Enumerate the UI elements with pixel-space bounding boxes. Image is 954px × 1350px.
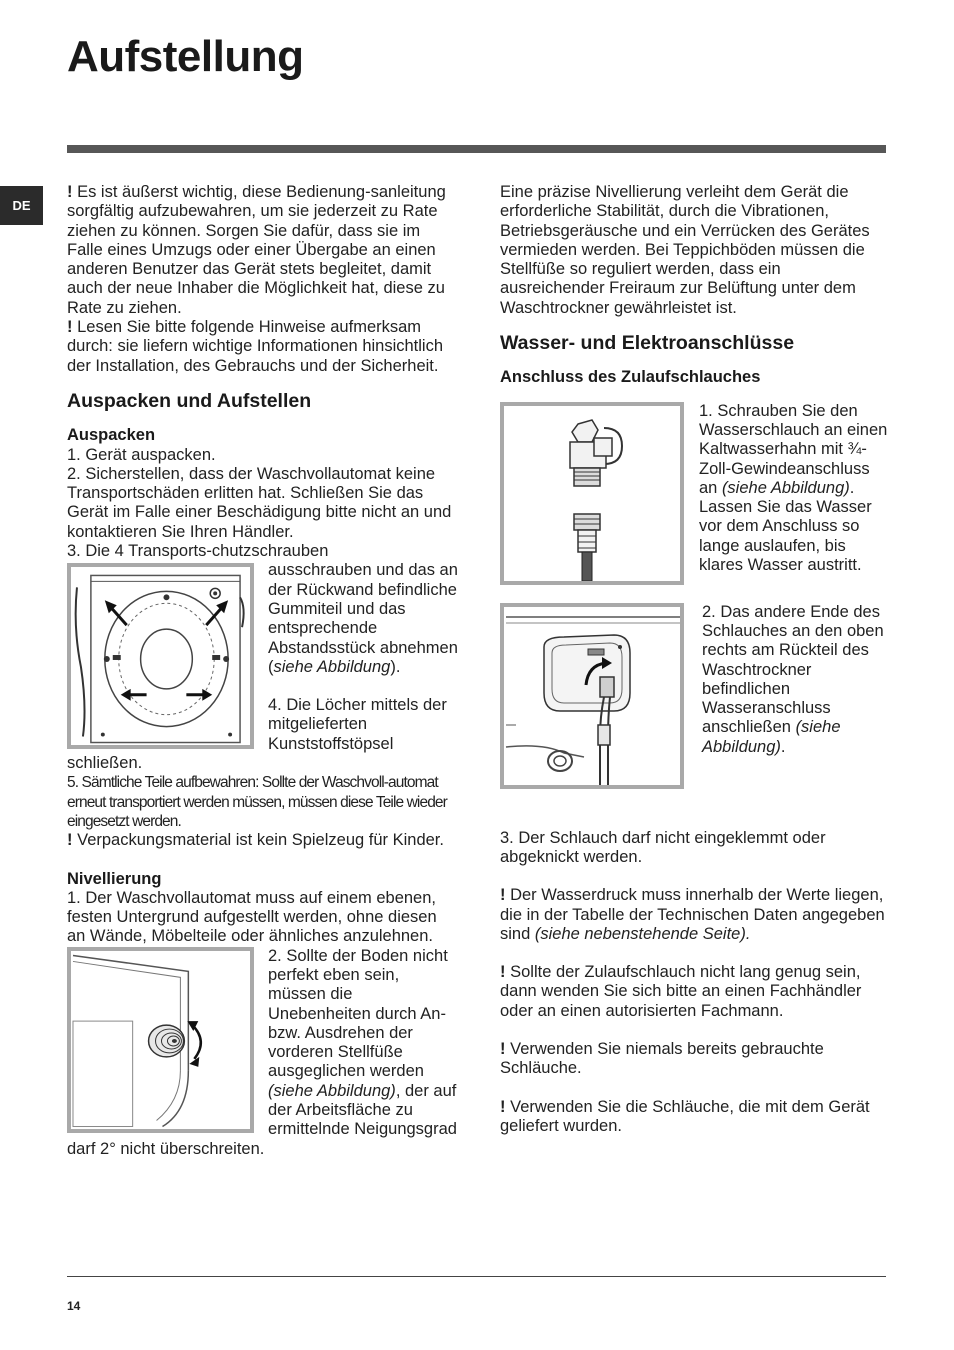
language-tab: DE (0, 186, 43, 225)
hose-step-1: 1. Schrauben Sie den Wasserschlauch an einen Kaltwasserhahn mit ¾-Zoll-Gewindeanschluss an (siehe Abbildung). Lassen Sie das Wasser vor dem Anschluss so lange auslaufen, bis klares Wasser austritt. (699, 401, 888, 575)
warning-mark: ! (67, 183, 73, 201)
warning-mark: ! (67, 831, 73, 850)
pressure-warning: ! Der Wasserdruck muss innerhalb der Werte liegen, die in der Tabelle der Technischen Daten angegeben sind (siehe nebenstehende Seite). (500, 886, 885, 943)
appliance-inlet-figure (500, 603, 684, 789)
packaging-warning: ! Verpackungsmaterial ist kein Spielzeug für Kinder. (67, 831, 444, 850)
unpack-step-3-text: ausschrauben und das an der Rückwand befindliche Gummiteil und das entsprechende Abstandsstück abnehmen (siehe Abbildung). (268, 561, 458, 676)
left-column (67, 183, 459, 1159)
tap-hose-illustration (504, 406, 680, 581)
warning-mark: ! (500, 1040, 506, 1059)
unpack-step-2: 2. Sicherstellen, dass der Waschvollautomat keine Transportschäden erlitten hat. Schließen Sie das Gerät im Falle einer Beschädigung bitte nicht an und kontaktieren Sie Ihren Händler. (67, 464, 452, 541)
warning-mark: ! (500, 886, 506, 905)
section-heading-connections: Wasser- und Elektroanschlüsse (500, 332, 795, 355)
section-heading-unpacking: Auspacken und Aufstellen (67, 389, 312, 412)
subheading-inlet-hose: Anschluss des Zulaufschlauches (500, 368, 761, 387)
warning-mark: ! (67, 318, 73, 337)
subheading-unpack: Auspacken (67, 426, 156, 445)
hose-length-warning: ! Sollte der Zulaufschlauch nicht lang genug sein, dann wenden Sie sich bitte an einen Fachhändler oder an einen autorisierten Fachmann. (500, 963, 862, 1020)
level-continuation: Eine präzise Nivellierung verleiht dem Gerät die erforderliche Stabilität, durch die Vibrationen, Betriebsgeräusche und ein Verrücken des Gerätes vermieden werden. Bei Teppichböden müssen die Stellfüße so reguliert werden, dass ein ausreichender Freiraum zur Belüftung unter dem Waschtrockner gewährleistet ist. (500, 183, 870, 317)
intro-paragraph-2: ! Lesen Sie bitte folgende Hinweise aufmerksam durch: sie liefern wichtige Informationen hinsichtlich der Installation, des Gebrauchs und der Sicherheit. (67, 318, 444, 375)
level-step-2: 2. Sollte der Boden nicht perfekt eben sein, müssen die Unebenheiten durch An- bzw. Ausdrehen der vorderen Stellfüße ausgeglichen werden (siehe Abbildung), der auf der Arbeitsfläche zu ermittelnde Neigungsgrad darf 2° nicht überschreiten. (67, 946, 457, 1158)
washer-back-illustration (71, 567, 250, 745)
level-step-1: 1. Der Waschvollautomat muss auf einem ebenen, festen Untergrund aufgestellt werden, ohne diesen an Wände, Möbelteile oder ähnliches anzulehnen. (67, 888, 437, 946)
page-title: Aufstellung (67, 32, 304, 81)
unpack-step-5: 5. Sämtliche Teile aufbewahren: Sollte der Waschvoll-automat erneut transportiert werden müssen, müssen diese Teile wieder eingesetzt werden. (67, 774, 447, 830)
footer-rule (67, 1276, 886, 1277)
hose-step-2: 2. Das andere Ende des Schlauches an den oben rechts am Rückteil des Waschtrockner befindlichen Wasseranschluss anschließen (siehe Abbildung). (702, 602, 884, 756)
warning-mark: ! (500, 1097, 506, 1116)
adjustable-feet-figure (67, 947, 254, 1133)
page-number: 14 (67, 1299, 81, 1313)
right-column (500, 183, 888, 1136)
supplied-hose-warning: ! Verwenden Sie die Schläuche, die mit dem Gerät geliefert wurden. (500, 1097, 870, 1135)
hose-step-3: 3. Der Schlauch darf nicht eingeklemmt oder abgeknickt werden. (500, 828, 826, 866)
tap-connection-figure (500, 402, 684, 585)
unpack-step-1: 1. Gerät auspacken. (67, 445, 216, 464)
used-hose-warning: ! Verwenden Sie niemals bereits gebrauchte Schläuche. (500, 1040, 824, 1078)
intro-paragraph-1: ! Es ist äußerst wichtig, diese Bedienung-sanleitung sorgfältig aufzubewahren, um sie jederzeit zu Rate ziehen zu können. Sorgen Sie dafür, dass sie im Falle eines Umzugs oder einer Übergabe an einen anderen Benutzer das Gerät stets begleitet, damit auch der neue Inhaber die Möglichkeit hat, diese zu Rate zu ziehen. (67, 183, 446, 317)
transport-screws-figure (67, 563, 254, 749)
unpack-step-3-intro: 3. Die 4 Transports-chutzschrauben (67, 542, 329, 561)
appliance-inlet-illustration (504, 607, 680, 785)
title-rule (67, 145, 886, 153)
unpack-step-4: 4. Die Löcher mittels der mitgelieferten Kunststoffstöpsel schließen. (67, 696, 447, 773)
foot-adjust-illustration (71, 951, 250, 1129)
subheading-leveling: Nivellierung (67, 869, 162, 888)
warning-mark: ! (500, 963, 506, 982)
